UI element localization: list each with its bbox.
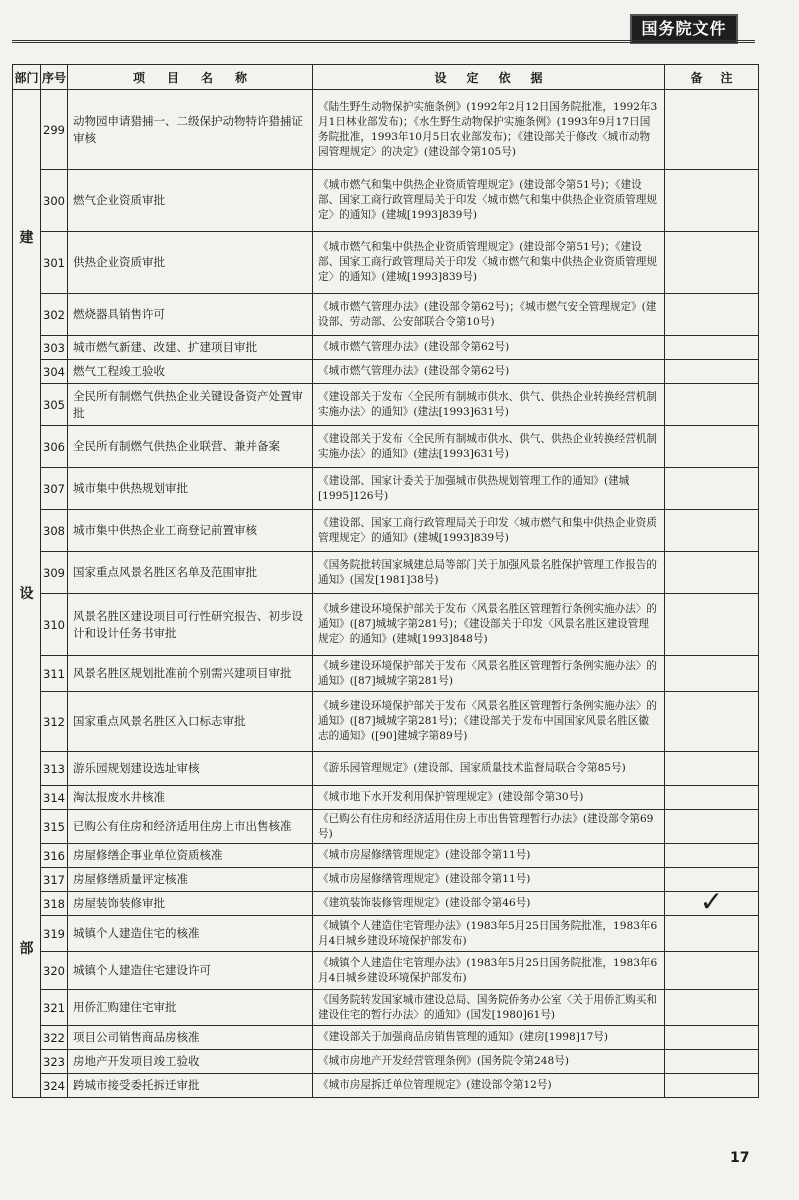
row-item-name: 燃气企业资质审批	[68, 170, 313, 232]
row-note	[665, 594, 759, 656]
row-legal-basis: 《游乐园管理规定》(建设部、国家质量技术监督局联合令第85号)	[313, 752, 665, 786]
row-legal-basis: 《建设部关于发布〈全民所有制城市供水、供气、供热企业转换经营机制实施办法〉的通知》(建法[1993]631号)	[313, 426, 665, 468]
row-seq: 310	[41, 594, 68, 656]
row-note	[665, 510, 759, 552]
row-note	[665, 1026, 759, 1050]
row-seq: 300	[41, 170, 68, 232]
table-row	[13, 810, 759, 844]
row-seq: 301	[41, 232, 68, 294]
row-seq: 304	[41, 360, 68, 384]
row-note	[665, 786, 759, 810]
handwritten-checkmark: ✓	[699, 885, 724, 918]
row-item-name: 房屋装饰装修审批	[68, 892, 313, 916]
row-item-name: 风景名胜区建设项目可行性研究报告、初步设计和设计任务书审批	[68, 594, 313, 656]
row-legal-basis: 《城市房屋修缮管理规定》(建设部令第11号)	[313, 868, 665, 892]
row-item-name: 城市集中供热规划审批	[68, 468, 313, 510]
row-item-name: 已购公有住房和经济适用住房上市出售核准	[68, 810, 313, 844]
row-note	[665, 90, 759, 170]
table-row	[13, 510, 759, 552]
header-rule	[12, 40, 755, 43]
row-note	[665, 552, 759, 594]
row-note	[665, 885, 759, 918]
row-seq: 307	[41, 468, 68, 510]
row-item-name: 风景名胜区规划批准前个别需兴建项目审批	[68, 656, 313, 692]
row-legal-basis: 《建设部、国家工商行政管理局关于印发〈城市燃气和集中供热企业资质管理规定〉的通知》(建城[1993]839号)	[313, 510, 665, 552]
row-seq: 312	[41, 692, 68, 752]
page-number: 17	[730, 1150, 750, 1166]
row-legal-basis: 《城市燃气管理办法》(建设部令第62号)	[313, 360, 665, 384]
row-seq: 314	[41, 786, 68, 810]
row-item-name: 全民所有制燃气供热企业关键设备资产处置审批	[68, 384, 313, 426]
row-legal-basis: 《建筑装饰装修管理规定》(建设部令第46号)	[313, 892, 665, 916]
table-row	[13, 90, 759, 170]
row-item-name: 供热企业资质审批	[68, 232, 313, 294]
row-item-name: 跨城市接受委托拆迁审批	[68, 1074, 313, 1098]
row-item-name: 燃烧器具销售许可	[68, 294, 313, 336]
row-note	[665, 952, 759, 990]
table-row	[13, 294, 759, 336]
row-seq: 313	[41, 752, 68, 786]
table-row	[13, 468, 759, 510]
row-item-name: 项目公司销售商品房核准	[68, 1026, 313, 1050]
row-note	[665, 692, 759, 752]
row-seq: 302	[41, 294, 68, 336]
table-row	[13, 170, 759, 232]
table-row	[13, 594, 759, 656]
row-item-name: 燃气工程竣工验收	[68, 360, 313, 384]
row-note	[665, 916, 759, 952]
table-row	[13, 892, 759, 916]
row-seq: 319	[41, 916, 68, 952]
document-badge: 国务院文件	[630, 14, 738, 44]
row-item-name: 城镇个人建造住宅的核准	[68, 916, 313, 952]
column-header-note: 备注	[665, 65, 759, 90]
row-note	[665, 656, 759, 692]
row-seq: 306	[41, 426, 68, 468]
row-seq: 317	[41, 868, 68, 892]
row-legal-basis: 《城乡建设环境保护部关于发布〈风景名胜区管理暂行条例实施办法〉的通知》([87]城城字第281号)	[313, 656, 665, 692]
row-legal-basis: 《城镇个人建造住宅管理办法》(1983年5月25日国务院批准，1983年6月4日城乡建设环境保护部发布)	[313, 916, 665, 952]
row-legal-basis: 《建设部、国家计委关于加强城市供热规划管理工作的通知》(建城[1995]126号)	[313, 468, 665, 510]
department-cell	[13, 90, 41, 1098]
row-seq: 311	[41, 656, 68, 692]
table-row	[13, 844, 759, 868]
row-note	[665, 990, 759, 1026]
row-seq: 321	[41, 990, 68, 1026]
table-row	[13, 336, 759, 360]
table-row	[13, 868, 759, 892]
row-note	[665, 810, 759, 844]
row-legal-basis: 《国务院批转国家城建总局等部门关于加强风景名胜保护管理工作报告的通知》(国发[1981]38号)	[313, 552, 665, 594]
row-legal-basis: 《城市房屋修缮管理规定》(建设部令第11号)	[313, 844, 665, 868]
row-item-name: 淘汰报废水井核准	[68, 786, 313, 810]
table-row	[13, 952, 759, 990]
table-row	[13, 232, 759, 294]
department-char: 部	[19, 941, 34, 958]
row-note	[665, 384, 759, 426]
row-note	[665, 468, 759, 510]
row-item-name: 房屋修缮质量评定核准	[68, 868, 313, 892]
table-row	[13, 360, 759, 384]
row-note	[665, 1074, 759, 1098]
row-seq: 322	[41, 1026, 68, 1050]
table-row	[13, 752, 759, 786]
row-legal-basis: 《城镇个人建造住宅管理办法》(1983年5月25日国务院批准，1983年6月4日城乡建设环境保护部发布)	[313, 952, 665, 990]
row-seq: 320	[41, 952, 68, 990]
row-seq: 323	[41, 1050, 68, 1074]
table-row	[13, 990, 759, 1026]
row-item-name: 国家重点风景名胜区名单及范围审批	[68, 552, 313, 594]
row-seq: 305	[41, 384, 68, 426]
row-seq: 299	[41, 90, 68, 170]
approval-items-table	[12, 64, 759, 1098]
row-legal-basis: 《城乡建设环境保护部关于发布〈风景名胜区管理暂行条例实施办法〉的通知》([87]城城字第281号)；《建设部关于印发〈风景名胜区建设管理规定〉的通知》(建城[1993]848号)	[313, 594, 665, 656]
row-item-name: 国家重点风景名胜区入口标志审批	[68, 692, 313, 752]
table-row	[13, 1050, 759, 1074]
row-note	[665, 1050, 759, 1074]
row-legal-basis: 《建设部关于发布〈全民所有制城市供水、供气、供热企业转换经营机制实施办法〉的通知》(建法[1993]631号)	[313, 384, 665, 426]
row-item-name: 游乐园规划建设选址审核	[68, 752, 313, 786]
row-note	[665, 844, 759, 868]
row-legal-basis: 《已购公有住房和经济适用住房上市出售管理暂行办法》(建设部令第69号)	[313, 810, 665, 844]
table-header-row	[13, 65, 759, 90]
row-note	[665, 360, 759, 384]
row-item-name: 房地产开发项目竣工验收	[68, 1050, 313, 1074]
table-row	[13, 786, 759, 810]
row-item-name: 城市燃气新建、改建、扩建项目审批	[68, 336, 313, 360]
table-row	[13, 552, 759, 594]
row-item-name: 动物园申请猎捕一、二级保护动物特许猎捕证审核	[68, 90, 313, 170]
row-legal-basis: 《建设部关于加强商品房销售管理的通知》(建房[1998]17号)	[313, 1026, 665, 1050]
row-item-name: 城镇个人建造住宅建设许可	[68, 952, 313, 990]
row-seq: 316	[41, 844, 68, 868]
row-legal-basis: 《城市房地产开发经营管理条例》(国务院令第248号)	[313, 1050, 665, 1074]
column-header-basis: 设定依据	[313, 65, 665, 90]
department-char: 设	[19, 585, 34, 602]
row-note	[665, 294, 759, 336]
table-row	[13, 656, 759, 692]
table-row	[13, 384, 759, 426]
row-note	[665, 232, 759, 294]
column-header-name: 项目名称	[68, 65, 313, 90]
row-seq: 315	[41, 810, 68, 844]
row-note	[665, 426, 759, 468]
column-header-seq: 序号	[41, 65, 68, 90]
row-note	[665, 170, 759, 232]
column-header-dept: 部门	[13, 65, 41, 90]
row-seq: 324	[41, 1074, 68, 1098]
row-note	[665, 752, 759, 786]
row-legal-basis: 《城市燃气和集中供热企业资质管理规定》(建设部令第51号)；《建设部、国家工商行政管理局关于印发〈城市燃气和集中供热企业资质管理规定〉的通知》(建城[1993]839号)	[313, 232, 665, 294]
row-seq: 309	[41, 552, 68, 594]
row-legal-basis: 《陆生野生动物保护实施条例》(1992年2月12日国务院批准，1992年3月1日林业部发布)；《水生野生动物保护实施条例》(1993年9月17日国务院批准，1993年10月5日农业部发布)；《建设部关于修改〈城市动物园管理规定〉的决定》(建设部令第105号)	[313, 90, 665, 170]
table-row	[13, 1026, 759, 1050]
row-seq: 318	[41, 892, 68, 916]
row-legal-basis: 《城市房屋拆迁单位管理规定》(建设部令第12号)	[313, 1074, 665, 1098]
row-item-name: 全民所有制燃气供热企业联营、兼并备案	[68, 426, 313, 468]
table-row	[13, 426, 759, 468]
row-seq: 303	[41, 336, 68, 360]
table-row	[13, 916, 759, 952]
table-row	[13, 692, 759, 752]
row-legal-basis: 《城市地下水开发利用保护管理规定》(建设部令第30号)	[313, 786, 665, 810]
row-legal-basis: 《城市燃气和集中供热企业资质管理规定》(建设部令第51号)；《建设部、国家工商行政管理局关于印发〈城市燃气和集中供热企业资质管理规定〉的通知》(建城[1993]839号)	[313, 170, 665, 232]
row-legal-basis: 《城市燃气管理办法》(建设部令第62号)；《城市燃气安全管理规定》(建设部、劳动部、公安部联合令第10号)	[313, 294, 665, 336]
department-char: 建	[19, 229, 34, 246]
row-item-name: 城市集中供热企业工商登记前置审核	[68, 510, 313, 552]
row-item-name: 用侨汇购建住宅审批	[68, 990, 313, 1026]
row-legal-basis: 《城市燃气管理办法》(建设部令第62号)	[313, 336, 665, 360]
row-legal-basis: 《城乡建设环境保护部关于发布〈风景名胜区管理暂行条例实施办法〉的通知》([87]城城字第281号)；《建设部关于发布中国国家风景名胜区徽志的通知》([90]建城字第89号)	[313, 692, 665, 752]
row-note	[665, 336, 759, 360]
row-seq: 308	[41, 510, 68, 552]
table-row	[13, 1074, 759, 1098]
row-item-name: 房屋修缮企事业单位资质核准	[68, 844, 313, 868]
row-legal-basis: 《国务院转发国家城市建设总局、国务院侨务办公室〈关于用侨汇购买和建设住宅的暂行办法〉的通知》(国发[1980]61号)	[313, 990, 665, 1026]
